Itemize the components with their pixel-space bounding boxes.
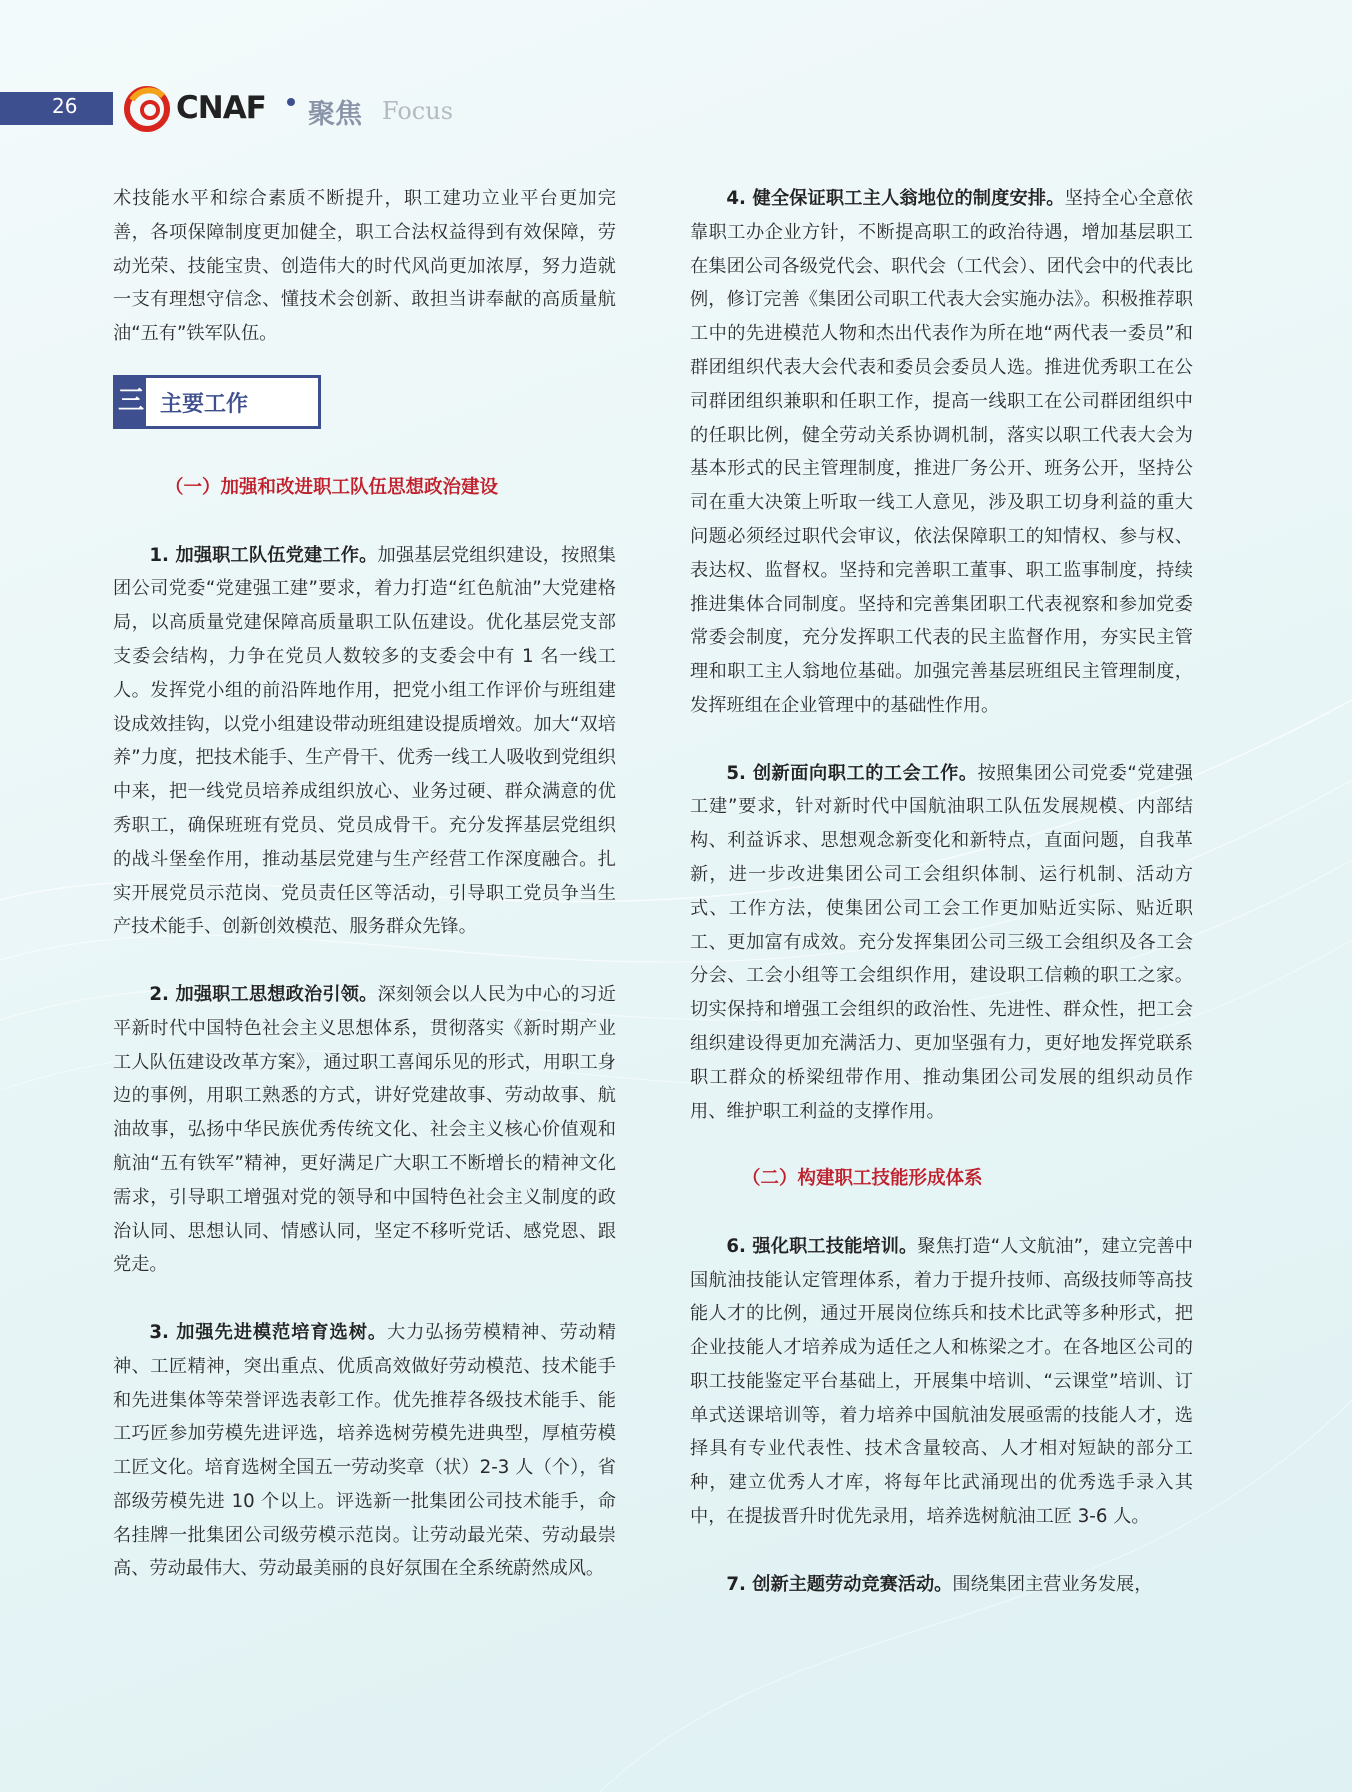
section-name-cn: 聚焦 xyxy=(308,99,362,130)
item-text: 大力弘扬劳模精神、劳动精神、工匠精神，突出重点、优质高效做好劳动模范、技术能手和先进集体等荣誉评选表彰工作。优先推荐各级技术能手、能工巧匠参加劳模先进评选，培养选树劳模先进典型，厚植劳模工匠文化。培育选树全国五一劳动奖章（状）2-3 人（个），省部级劳模先进 10 个以上。评选新一批集团公司技术能手，命名挂牌一批集团公司级劳模示范岗。让劳动最光荣、劳动最崇高、劳动最伟大、劳动最美丽的良好氛围在全系统蔚然成风。 xyxy=(113,1321,616,1580)
item-lead: 2. 加强职工思想政治引领。 xyxy=(149,983,378,1005)
cnaf-logo-icon xyxy=(123,86,171,132)
paragraph xyxy=(113,1316,616,1586)
item-text: 坚持全心全意依靠职工办企业方针，不断提高职工的政治待遇，增加基层职工在集团公司各级党代会、职代会（工代会）、团代会中的代表比例，修订完善《集团公司职工代表大会实施办法》。积极推荐职工中的先进模范人物和杰出代表作为所在地“两代表一委员”和群团组织代表大会代表和委员会委员人选。推进优秀职工在公司群团组织兼职和任职工作，提高一线职工在公司群团组织中的任职比例，健全劳动关系协调机制，落实以职工代表大会为基本形式的民主管理制度，推进厂务公开、班务公开，坚持公司在重大决策上听取一线工人意见，涉及职工切身利益的重大问题必须经过职代会审议，依法保障职工的知情权、参与权、表达权、监督权。坚持和完善职工董事、职工监事制度，持续推进集体合同制度。坚持和完善集团职工代表视察和参加党委常委会制度，充分发挥职工代表的民主监督作用，夯实民主管理和职工主人翁地位基础。加强完善基层班组民主管理制度，发挥班组在企业管理中的基础性作用。 xyxy=(690,188,1193,716)
paragraph xyxy=(113,978,616,1282)
paragraph xyxy=(690,757,1193,1129)
section-name-en: Focus xyxy=(382,97,454,125)
item-text: 加强基层党组织建设，按照集团公司党委“党建强工建”要求，着力打造“红色航油”大党建格局，以高质量党建保障高质量职工队伍建设。优化基层党支部支委会结构，力争在党员人数较多的支委会中有 1 名一线工人。发挥党小组的前沿阵地作用，把党小组工作评价与班组建设成效挂钩，以党小组建设带动班组建设提质增效。加大“双培养”力度，把技术能手、生产骨干、优秀一线工人吸收到党组织中来，把一线党员培养成组织放心、业务过硬、群众满意的优秀职工，确保班班有党员、党员成骨干。充分发挥基层党组织的战斗堡垒作用，推动基层党建与生产经营工作深度融合。扎实开展党员示范岗、党员责任区等活动，引导职工党员争当生产技术能手、创新创效模范、服务群众先锋。 xyxy=(113,544,616,938)
subsection-heading: （一）加强和改进职工队伍思想政治建设 xyxy=(165,476,499,498)
item-lead: 3. 加强先进模范培育选树。 xyxy=(149,1321,388,1343)
item-text: 深刻领会以人民为中心的习近平新时代中国特色社会主义思想体系，贯彻落实《新时期产业工人队伍建设改革方案》，通过职工喜闻乐见的形式，用职工身边的事例，用职工熟悉的方式，讲好党建故事、劳动故事、航油故事，弘扬中华民族优秀传统文化、社会主义核心价值观和航油“五有铁军”精神，更好满足广大职工不断增长的精神文化需求，引导职工增强对党的领导和中国特色社会主义制度的政治认同、思想认同、情感认同，坚定不移听党话、感党恩、跟党走。 xyxy=(113,983,616,1276)
item-text: 聚焦打造“人文航油”，建立完善中国航油技能认定管理体系，着力于提升技师、高级技师等高技能人才的比例，通过开展岗位练兵和技术比武等多种形式，把企业技能人才培养成为适任之人和栋梁之才。在各地区公司的职工技能鉴定平台基础上，开展集中培训、“云课堂”培训、订单式送课培训等，着力培养中国航油发展亟需的技能人才，选择具有专业代表性、技术含量较高、人才相对短缺的部分工种，建立优秀人才库，将每年比武涌现出的优秀选手录入其中，在提拔晋升时优先录用，培养选树航油工匠 3-6 人。 xyxy=(690,1235,1193,1528)
paragraph xyxy=(690,1230,1193,1534)
header-separator-dot xyxy=(287,98,295,106)
item-lead: 4. 健全保证职工主人翁地位的制度安排。 xyxy=(726,188,1065,209)
paragraph xyxy=(690,182,1193,723)
section-title: 主要工作 xyxy=(160,391,249,417)
page-number: 26 xyxy=(52,94,78,118)
subsection-heading: （二）构建职工技能形成体系 xyxy=(742,1168,983,1190)
left-column xyxy=(113,182,616,1586)
item-text: 按照集团公司党委“党建强工建”要求，针对新时代中国航油职工队伍发展规模、内部结构、利益诉求、思想观念新变化和新特点，直面问题，自我革新，进一步改进集团公司工会组织体制、运行机制、活动方式、工作方法，使集团公司工会工作更加贴近实际、贴近职工、更加富有成效。充分发挥集团公司三级工会组织及各工会分会、工会小组等工会组织作用，建设职工信赖的职工之家。切实保持和增强工会组织的政治性、先进性、群众性，把工会组织建设得更加充满活力、更加坚强有力，更好地发挥党联系职工群众的桥梁纽带作用、推动集团公司发展的组织动员作用、维护职工利益的支撑作用。 xyxy=(690,762,1193,1122)
item-text: 围绕集团主营业务发展， xyxy=(952,1573,1153,1595)
item-lead: 7. 创新主题劳动竞赛活动。 xyxy=(726,1573,953,1595)
brand-name: CNAF xyxy=(176,90,266,126)
right-column xyxy=(690,182,1193,1601)
item-lead: 6. 强化职工技能培训。 xyxy=(726,1235,918,1257)
paragraph xyxy=(113,539,616,945)
section-number: 三 xyxy=(116,378,146,426)
item-lead: 1. 加强职工队伍党建工作。 xyxy=(149,544,378,566)
paragraph xyxy=(690,1568,1193,1602)
paragraph: 术技能水平和综合素质不断提升，职工建功立业平台更加完善，各项保障制度更加健全，职工合法权益得到有效保障，劳动光荣、技能宝贵、创造伟大的时代风尚更加浓厚，努力造就一支有理想守信念、懂技术会创新、敢担当讲奉献的高质量航油“五有”铁军队伍。 xyxy=(113,188,616,345)
item-lead: 5. 创新面向职工的工会工作。 xyxy=(726,762,978,784)
section-heading xyxy=(113,375,321,429)
